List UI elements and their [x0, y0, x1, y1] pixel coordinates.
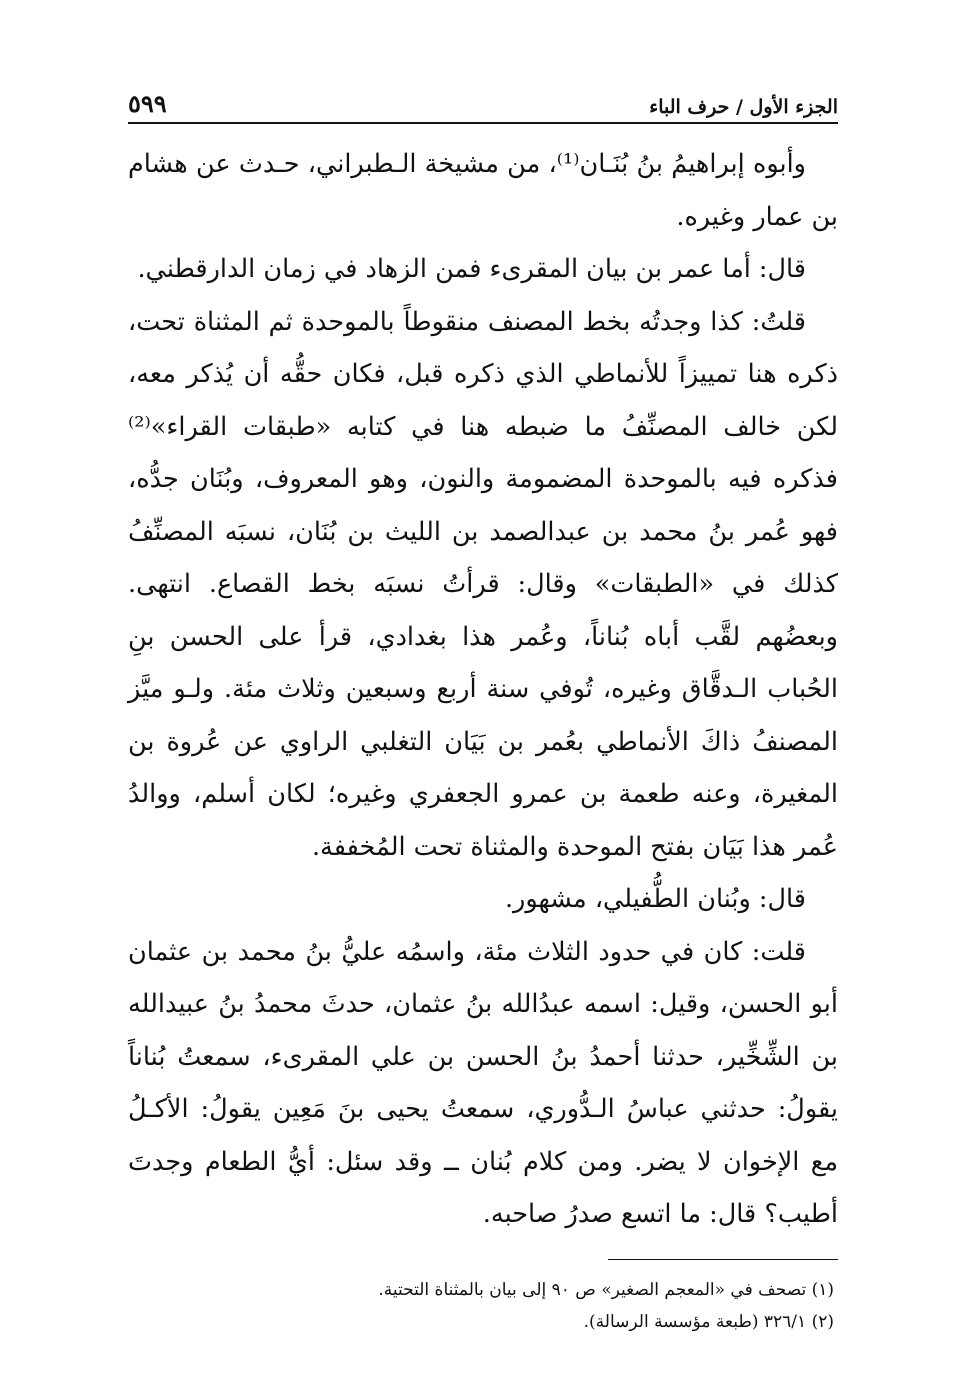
paragraph: قلتُ: كذا وجدتُه بخط المصنف منقوطاً بالموحدة ثم المثناة تحت، ذكره هنا تمييزاً للأنماطي الذي ذكره قبل، فكان حقُّه أن يُذكر معه، لكن خالف المصنِّفُ ما ضبطه هنا في كتابه «طبقات القراء»⁽²⁾ فذكره فيه بالموحدة المضمومة والنون، وهو المعروف، وبُنَان جدُّه، فهو عُمر بنُ محمد بن عبدالصمد بن الليث بن بُنَان، نسبَه المصنِّفُ كذلك في «الطبقات» وقال: قرأتُ نسبَه بخط القصاع. انتهى. وبعضُهم لقَّب أباه بُناناً، وعُمر هذا بغدادي، قرأ على الحسن بنِ الحُباب الـدقَّاق وغيره، تُوفي سنة أربع وسبعين وثلاث مئة. ولـو ميَّز المصنفُ ذاكَ الأنماطي بعُمر بن بَيَان التغلبي الراوي عن عُروة بن المغيرة، وعنه طعمة بن عمرو الجعفري وغيره؛ لكان أسلم، ووالدُ عُمر هذا بَيَان بفتح الموحدة والمثناة تحت المُخففة. [128, 306, 838, 862]
paragraph: قال: وبُنان الطُّفيلي، مشهور. [504, 884, 806, 914]
footnote: (١) تصحف في «المعجم الصغير» ص ٩٠ إلى بيان بالمثناة التحتية. [378, 1279, 834, 1300]
footnote: (٢) ٣٢٦/١ (طبعة مؤسسة الرسالة). [583, 1311, 834, 1332]
book-page [128, 78, 838, 1338]
paragraph: وأبوه إبراهيمُ بنُ بُنَـان⁽¹⁾، من مشيخة الـطبراني، حـدث عن هشام بن عمار وغيره. [128, 149, 838, 232]
footnotes [128, 1274, 838, 1338]
paragraph: قلت: كان في حدود الثلاث مئة، واسمُه عليُّ بنُ محمد بن عثمان أبو الحسن، وقيل: اسمه عبدُالله بنُ عثمان، حدثَ محمدُ بنُ عبيدالله بن الشِّخِّير، حدثنا أحمدُ بنُ الحسن بن علي المقرىء، سمعتُ بُناناً يقولُ: حدثني عباسُ الـدُّوري، سمعتُ يحيى بنَ مَعِين يقولُ: الأكـلُ مع الإخوان لا يضر. ومن كلام بُنان ــ وقد سئل: أيُّ الطعام وجدتَ أطيب؟ قال: ما اتسع صدرُ صاحبه. [128, 936, 838, 1229]
page-number: ٥٩٩ [128, 89, 167, 118]
page-header [128, 78, 838, 124]
footnote-divider [608, 1259, 838, 1260]
running-head: الجزء الأول / حرف الباء [649, 96, 838, 118]
body-text [128, 138, 838, 1241]
paragraph: قال: أما عمر بن بيان المقرىء فمن الزهاد في زمان الدارقطني. [137, 254, 806, 284]
